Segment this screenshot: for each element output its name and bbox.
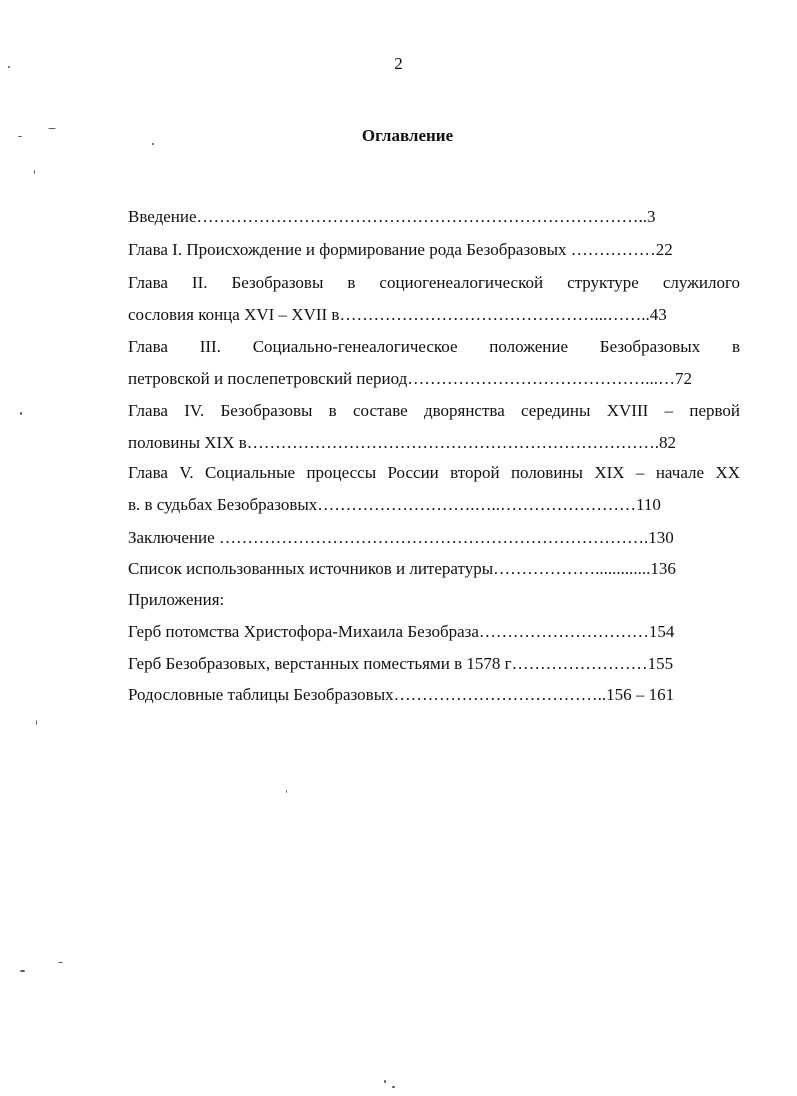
scan-speck: [20, 412, 22, 415]
scan-speck: [20, 970, 25, 972]
scan-speck: [384, 1080, 386, 1083]
scan-speck: [58, 962, 63, 963]
scan-speck: [392, 1086, 395, 1088]
scan-speck: [152, 143, 154, 145]
toc-entry-chapter-3-line-2: петровской и послепетровский период……………………………………...…72: [128, 369, 693, 388]
toc-entry-chapter-2-line-1: Глава II. Безобразовы в социогенеалогической структуре служилого: [128, 273, 740, 292]
page-number: 2: [394, 54, 403, 73]
toc-entry-chapter-2-line-2: сословия конца XVI – XVII в………………………………………...……..43: [128, 305, 667, 324]
toc-entry-appendix-3: Родословные таблицы Безобразовых………………………………..156 – 161: [128, 685, 675, 704]
toc-entry-sources: Список использованных источников и литературы……………….............136: [128, 559, 676, 578]
scan-speck: [18, 136, 22, 137]
toc-entry-chapter-4-line-1: Глава IV. Безобразовы в составе дворянства середины XVIII – первой: [128, 401, 740, 420]
toc-entry-chapter-5-line-2: в. в судьбах Безобразовых……………………….…..……………………110: [128, 495, 661, 514]
toc-entry-intro: Введение……………………………………………………………………..3: [128, 207, 656, 226]
toc-appendix-title: Приложения:: [128, 590, 225, 609]
toc-entry-chapter-3-line-1: Глава III. Социально-генеалогическое положение Безобразовых в: [128, 337, 740, 356]
page-title: Оглавление: [361, 126, 454, 145]
scan-speck: [48, 128, 56, 129]
scan-speck: [36, 720, 37, 725]
toc-entry-conclusion: Заключение ………………………………………………………………….130: [128, 528, 674, 547]
scan-speck: [34, 170, 35, 174]
toc-entry-appendix-1: Герб потомства Христофора-Михаила Безобраза…………………………154: [128, 622, 675, 641]
toc-entry-chapter-1: Глава I. Происхождение и формирование рода Безобразовых ……………22: [128, 240, 673, 259]
toc-entry-appendix-2: Герб Безобразовых, верстанных поместьями в 1578 г……………………155: [128, 654, 674, 673]
scan-speck: [286, 790, 287, 793]
toc-entry-chapter-4-line-2: половины XIX в……………………………………………………………….82: [128, 433, 676, 452]
scan-speck: [8, 66, 10, 68]
toc-entry-chapter-5-line-1: Глава V. Социальные процессы России второй половины XIX – начале XX: [128, 463, 740, 482]
